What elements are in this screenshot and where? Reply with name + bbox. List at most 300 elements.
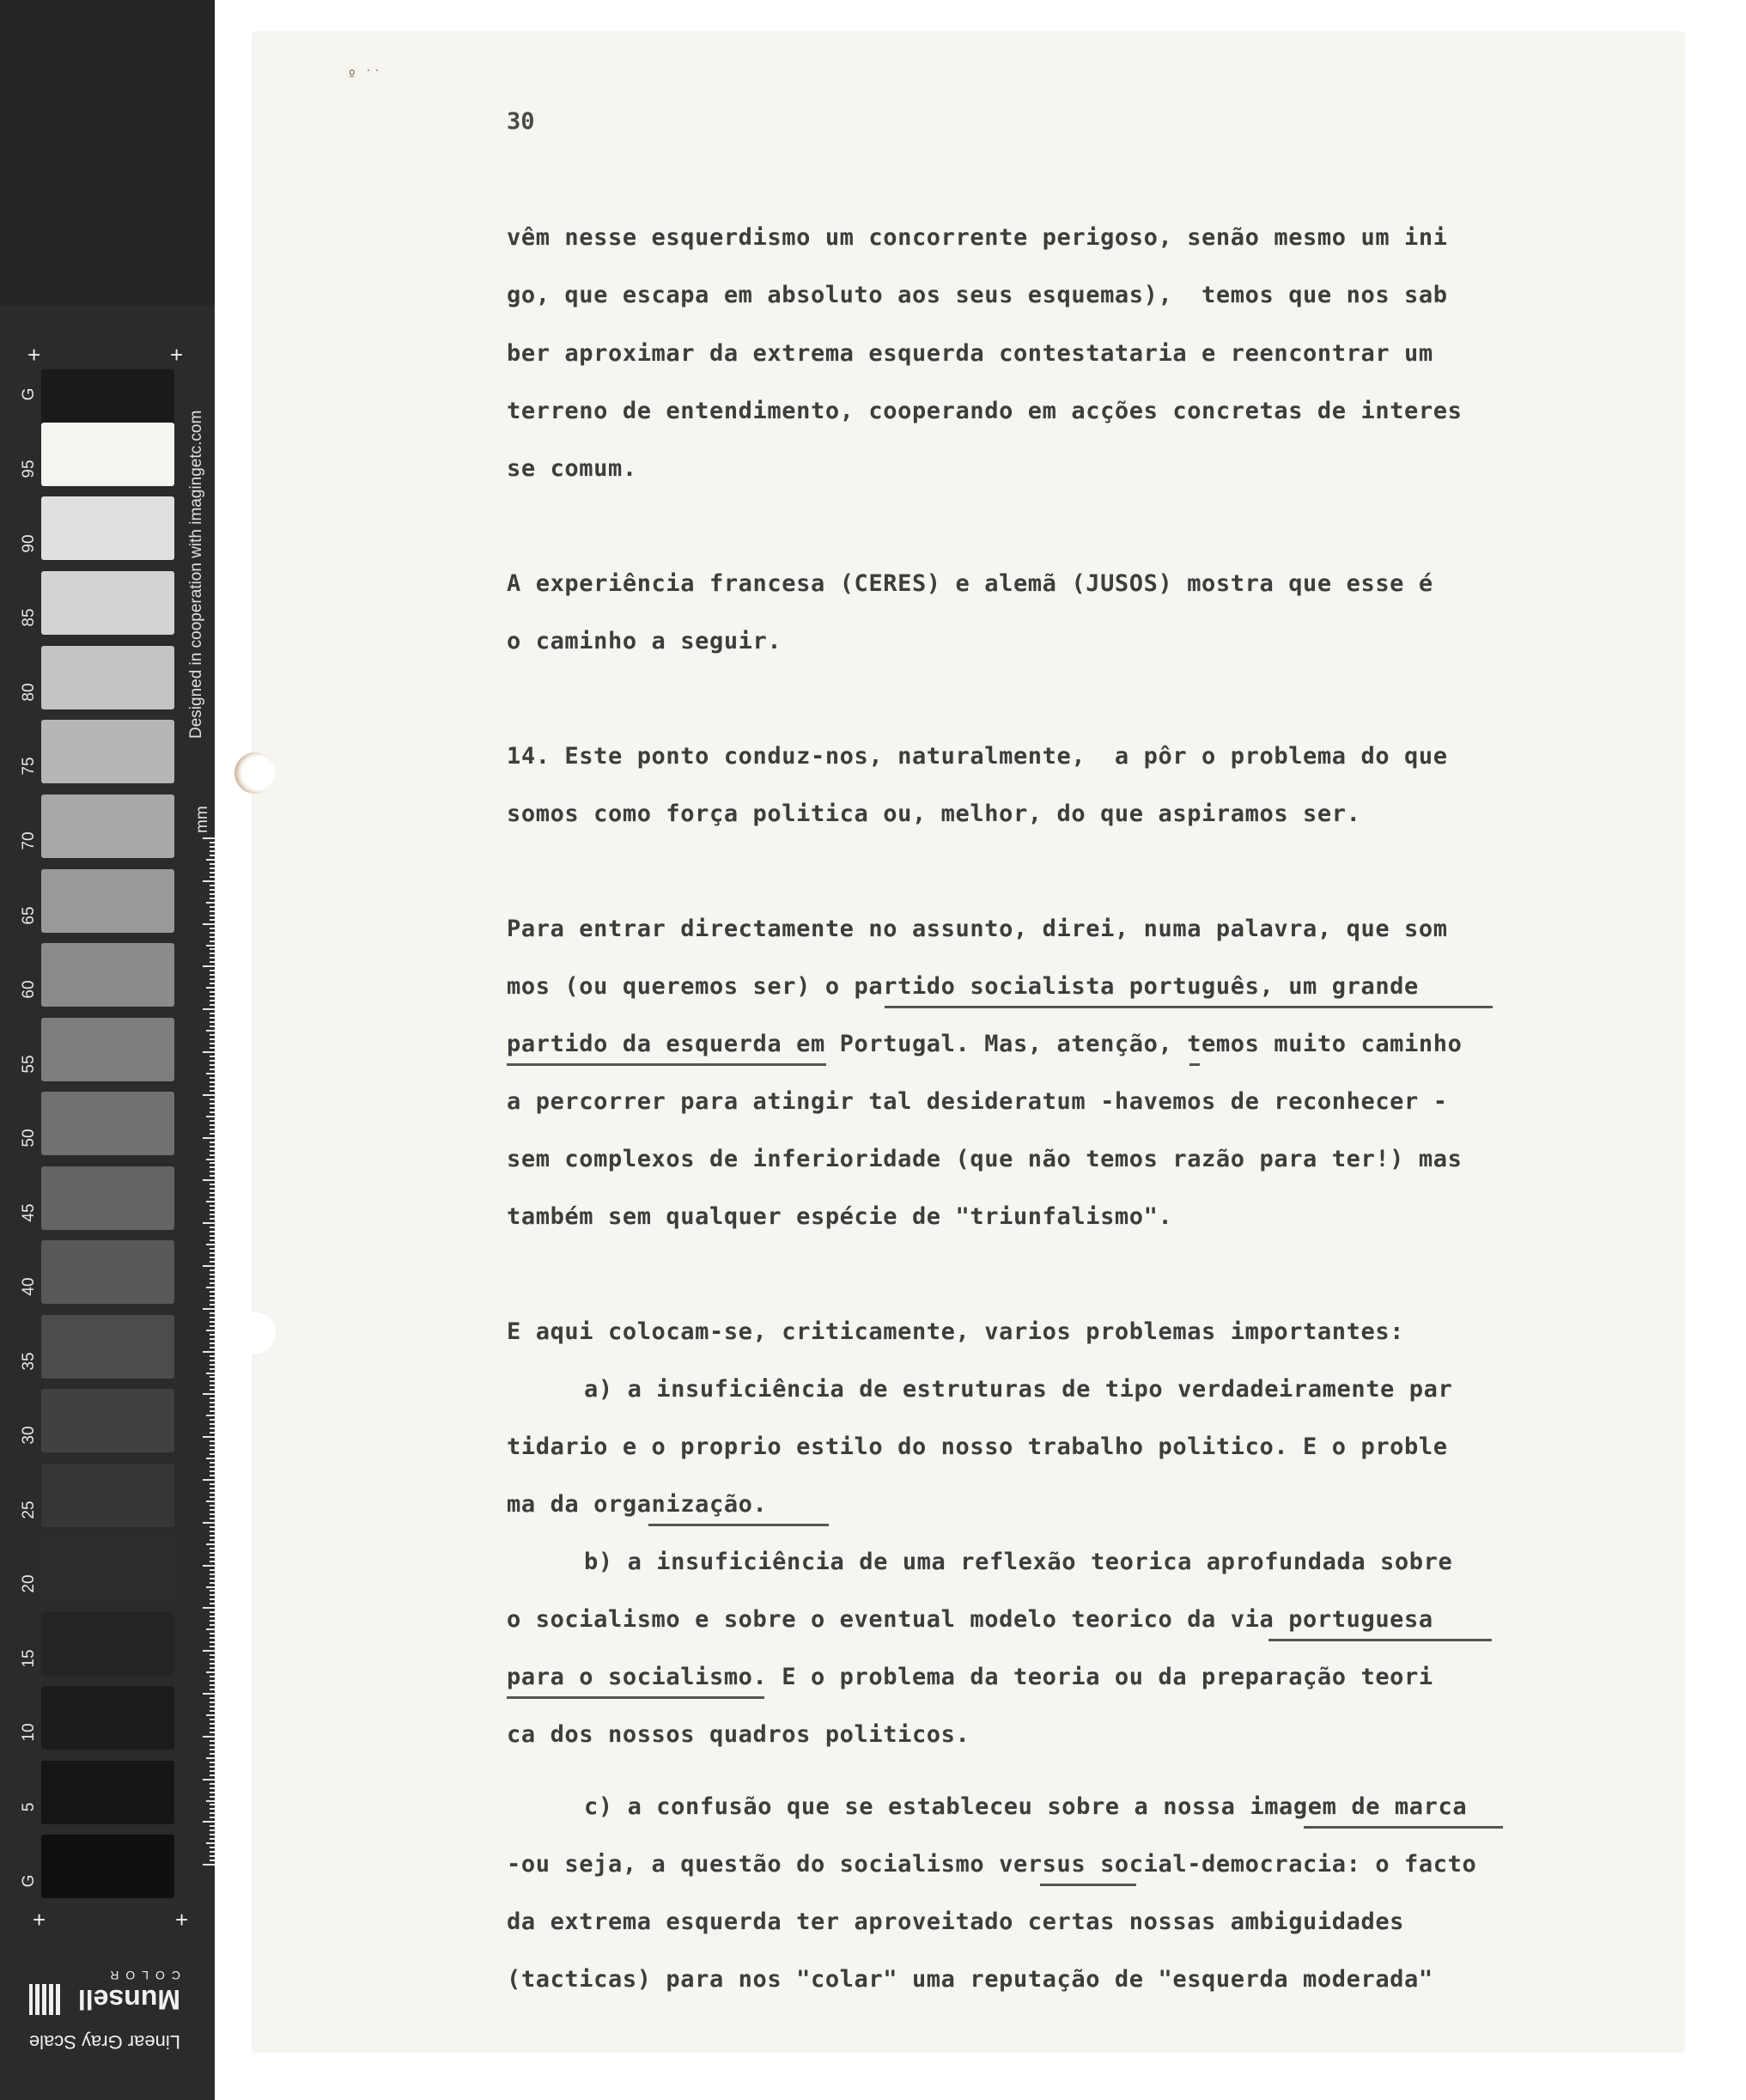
- ruler-tick: [210, 957, 215, 959]
- text-line: go, que escapa em absoluto aos seus esquemas), temos que nos sab: [507, 282, 1448, 308]
- ruler-tick: [210, 1321, 215, 1323]
- scale-label: 75: [20, 757, 38, 776]
- brand-sub: COLOR: [103, 1969, 180, 1982]
- ruler-tick: [206, 1586, 215, 1588]
- scale-label: 45: [20, 1203, 38, 1222]
- ruler-tick: [210, 1505, 215, 1507]
- scale-label: 20: [20, 1574, 38, 1593]
- ruler-tick: [210, 1364, 215, 1366]
- ruler-tick: [210, 940, 215, 942]
- ruler-tick: [210, 1727, 215, 1729]
- ruler-tick: [203, 1650, 215, 1652]
- ruler-tick: [210, 1410, 215, 1412]
- ruler-tick: [203, 1393, 215, 1395]
- ruler-tick: [210, 1248, 215, 1250]
- ruler-tick: [210, 1090, 215, 1092]
- ruler-tick: [210, 1419, 215, 1421]
- ruler-tick: [210, 850, 215, 852]
- text-line: a) a insuficiência de estruturas de tipo verdadeiramente par: [584, 1376, 1453, 1403]
- ruler-tick: [203, 1522, 215, 1524]
- ruler-tick: [210, 1624, 215, 1626]
- ruler-tick: [210, 1239, 215, 1241]
- text-line: sem complexos de inferioridade (que não temos razão para ter!) mas: [507, 1146, 1463, 1172]
- ruler-tick: [210, 893, 215, 895]
- ruler-tick: [210, 1483, 215, 1485]
- ruler-tick: [210, 1406, 215, 1408]
- scale-label: 10: [20, 1723, 38, 1742]
- scale-label: 60: [20, 980, 38, 999]
- ruler-tick: [210, 1723, 215, 1725]
- ruler-tick: [210, 1171, 215, 1172]
- ruler-tick: [210, 1838, 215, 1840]
- ruler-tick: [210, 1026, 215, 1027]
- ruler-tick: [210, 1701, 215, 1703]
- ruler-tick: [210, 1804, 215, 1805]
- ruler-tick: [210, 910, 215, 912]
- scale-label: 80: [20, 683, 38, 702]
- ruler-tick: [210, 1325, 215, 1327]
- ruler-tick: [210, 1124, 215, 1126]
- ruler-tick: [206, 1415, 215, 1416]
- ruler-tick: [210, 948, 215, 950]
- ruler-tick: [206, 945, 215, 947]
- ruler-tick: [210, 1466, 215, 1468]
- ruler-tick: [210, 1749, 215, 1750]
- underline: [1304, 1826, 1503, 1829]
- ruler-tick: [203, 1565, 215, 1567]
- underline: [1040, 1884, 1136, 1886]
- registration-mark: +: [175, 1907, 189, 1933]
- text-line: E aqui colocam-se, criticamente, varios problemas importantes:: [507, 1318, 1405, 1345]
- ruler-tick: [210, 1526, 215, 1528]
- ruler-tick: [203, 1479, 215, 1481]
- ruler-tick: [210, 1291, 215, 1293]
- ruler-tick: [210, 1107, 215, 1109]
- ruler-tick: [210, 1141, 215, 1143]
- ruler-tick: [203, 1308, 215, 1310]
- ruler-tick: [203, 1137, 215, 1139]
- ruler-tick: [210, 1086, 215, 1087]
- ruler-tick: [210, 1633, 215, 1634]
- ruler-tick: [210, 1338, 215, 1340]
- gray-patch: [41, 1835, 174, 1898]
- millimeter-ruler: [203, 837, 215, 1864]
- ruler-tick: [210, 898, 215, 899]
- gray-scale-calibration-strip: [0, 0, 215, 2100]
- ruler-tick: [210, 1038, 215, 1040]
- ruler-tick: [210, 1641, 215, 1643]
- ruler-tick: [210, 1603, 215, 1604]
- ruler-tick: [203, 1779, 215, 1780]
- gray-patch: [41, 423, 174, 486]
- ruler-tick: [210, 1744, 215, 1746]
- ruler-tick: [210, 1111, 215, 1113]
- ruler-tick: [210, 1184, 215, 1185]
- ruler-tick: [203, 1094, 215, 1096]
- ruler-tick: [210, 1013, 215, 1014]
- ruler-tick: [210, 1257, 215, 1258]
- gray-patch: [41, 571, 174, 635]
- ruler-tick: [210, 1129, 215, 1130]
- ruler-tick: [206, 902, 215, 904]
- ruler-tick: [203, 1179, 215, 1181]
- ruler-tick: [203, 880, 215, 882]
- ruler-tick: [210, 1774, 215, 1776]
- ruler-tick: [210, 991, 215, 993]
- ruler-tick: [210, 1060, 215, 1062]
- ruler-tick: [210, 863, 215, 865]
- scale-label: 70: [20, 831, 38, 850]
- ruler-tick: [206, 1714, 215, 1716]
- munsell-brand-block: [28, 1950, 180, 2053]
- text-line: somos como força politica ou, melhor, do que aspiramos ser.: [507, 800, 1361, 827]
- ruler-tick: [210, 995, 215, 997]
- ruler-tick: [203, 965, 215, 967]
- ruler-tick: [210, 1710, 215, 1712]
- ruler-tick: [210, 1740, 215, 1742]
- ruler-tick: [210, 1732, 215, 1733]
- ruler-tick: [210, 1492, 215, 1494]
- ruler-tick: [203, 1265, 215, 1267]
- ruler-tick: [210, 1470, 215, 1472]
- ruler-tick: [210, 1034, 215, 1036]
- ruler-tick: [206, 1628, 215, 1630]
- ruler-tick: [210, 1304, 215, 1306]
- ruler-tick: [210, 1154, 215, 1156]
- gray-patch: [41, 496, 174, 560]
- scale-label: G: [20, 1874, 38, 1888]
- text-line: também sem qualquer espécie de "triunfalismo".: [507, 1203, 1173, 1230]
- scale-label: G: [20, 387, 38, 401]
- ruler-tick: [210, 1017, 215, 1019]
- ruler-tick: [210, 1518, 215, 1519]
- ruler-tick: [210, 1663, 215, 1665]
- ruler-tick: [210, 1847, 215, 1848]
- ruler-tick: [210, 1317, 215, 1318]
- ruler-tick: [210, 1496, 215, 1498]
- ruler-tick: [203, 923, 215, 925]
- ruler-tick: [210, 1676, 215, 1677]
- scale-label: 90: [20, 534, 38, 553]
- ruler-tick: [210, 1235, 215, 1237]
- ruler-tick: [210, 1762, 215, 1763]
- ruler-tick: [210, 1770, 215, 1772]
- ruler-tick: [210, 1166, 215, 1168]
- ruler-tick: [210, 1385, 215, 1386]
- ruler-tick: [210, 1449, 215, 1451]
- gray-patch: [41, 1389, 174, 1452]
- ruler-tick: [210, 1205, 215, 1207]
- underline: [1189, 1063, 1200, 1066]
- ruler-tick: [210, 1817, 215, 1818]
- ruler-tick: [210, 1334, 215, 1336]
- scale-label: 55: [20, 1055, 38, 1074]
- ruler-tick: [203, 1436, 215, 1438]
- ruler-tick: [210, 1598, 215, 1600]
- underline: [648, 1524, 829, 1526]
- ruler-tick: [210, 1556, 215, 1558]
- scale-title: Linear Gray Scale: [28, 2031, 180, 2053]
- ruler-tick: [210, 1376, 215, 1378]
- ruler-tick: [210, 1637, 215, 1639]
- registration-mark: +: [33, 1907, 46, 1933]
- scale-label: 30: [20, 1426, 38, 1445]
- ruler-tick: [210, 1214, 215, 1215]
- gray-patch: [41, 1464, 174, 1527]
- gray-patch: [41, 646, 174, 709]
- ruler-tick: [210, 1573, 215, 1575]
- text-line: o socialismo e sobre o eventual modelo teorico da via portuguesa: [507, 1606, 1433, 1633]
- ruler-tick: [210, 915, 215, 916]
- ruler-tick: [210, 1295, 215, 1297]
- ruler-tick: [210, 872, 215, 873]
- ruler-tick: [210, 1594, 215, 1596]
- ruler-tick: [210, 1548, 215, 1549]
- ruler-tick: [210, 1261, 215, 1263]
- ruler-tick: [210, 1389, 215, 1391]
- ruler-tick: [210, 1440, 215, 1442]
- ruler-tick: [210, 1300, 215, 1301]
- ruler-tick: [210, 1427, 215, 1429]
- ruler-tick: [206, 1287, 215, 1288]
- ruler-tick: [210, 1561, 215, 1562]
- ruler-tick: [206, 1201, 215, 1202]
- gray-patch: [41, 943, 174, 1007]
- ruler-tick: [206, 1800, 215, 1802]
- ruler-tick: [210, 961, 215, 963]
- ruler-tick: [210, 1021, 215, 1023]
- ruler-tick: [210, 1423, 215, 1425]
- text-line: mos (ou queremos ser) o partido socialista português, um grande: [507, 973, 1419, 1000]
- ruler-tick: [210, 1231, 215, 1233]
- text-line: ca dos nossos quadros politicos.: [507, 1721, 970, 1748]
- ruler-tick: [210, 1103, 215, 1105]
- scale-label: 65: [20, 906, 38, 925]
- ruler-tick: [210, 1539, 215, 1541]
- ruler-tick: [210, 1569, 215, 1571]
- ruler-tick: [210, 1684, 215, 1686]
- ruler-tick: [210, 1783, 215, 1785]
- ruler-tick: [206, 1073, 215, 1074]
- ruler-tick: [210, 885, 215, 886]
- ruler-tick: [210, 1099, 215, 1100]
- ruler-tick: [210, 1000, 215, 1001]
- ruler-tick: [210, 1188, 215, 1190]
- ruler-tick: [206, 1373, 215, 1374]
- ruler-tick: [210, 1368, 215, 1370]
- gray-patch: [41, 794, 174, 858]
- ruler-tick: [210, 876, 215, 878]
- text-line: terreno de entendimento, cooperando em acções concretas de interes: [507, 398, 1463, 424]
- ruler-tick: [203, 1821, 215, 1823]
- ruler-tick: [206, 1543, 215, 1545]
- ruler-tick: [210, 1355, 215, 1357]
- underline: [507, 1696, 764, 1699]
- ruler-tick: [210, 1162, 215, 1164]
- ruler-tick: [210, 978, 215, 980]
- text-line: ma da organização.: [507, 1491, 768, 1518]
- ruler-tick: [210, 1192, 215, 1194]
- ruler-tick: [210, 970, 215, 971]
- ruler-tick: [203, 1222, 215, 1224]
- gray-patch: [41, 1761, 174, 1824]
- ruler-tick: [210, 928, 215, 929]
- scale-label: 85: [20, 608, 38, 627]
- ruler-tick: [210, 1860, 215, 1861]
- text-line: A experiência francesa (CERES) e alemã (JUSOS) mostra que esse é: [507, 570, 1433, 597]
- gray-patch: [41, 1018, 174, 1081]
- ruler-tick: [206, 1116, 215, 1117]
- ruler-tick: [210, 842, 215, 843]
- ruler-tick: [210, 846, 215, 848]
- ruler-tick: [210, 1397, 215, 1399]
- ruler-tick: [203, 837, 215, 839]
- ruler-tick: [210, 1582, 215, 1584]
- ruler-tick: [210, 1004, 215, 1006]
- ruler-tick: [210, 1552, 215, 1554]
- ruler-tick: [210, 1825, 215, 1827]
- scale-label: 35: [20, 1352, 38, 1371]
- ruler-tick: [210, 1509, 215, 1511]
- text-line: vêm nesse esquerdismo um concorrente perigoso, senão mesmo um ini: [507, 224, 1448, 251]
- ruler-tick: [206, 1458, 215, 1459]
- ruler-tick: [210, 867, 215, 869]
- ruler-tick: [210, 1766, 215, 1768]
- ruler-tick: [203, 1351, 215, 1353]
- brand-name: Munsell: [77, 1984, 180, 2015]
- ruler-tick: [210, 932, 215, 934]
- ruler-tick: [206, 1159, 215, 1160]
- gray-patch: [41, 1686, 174, 1750]
- text-line: (tacticas) para nos "colar" uma reputação de "esquerda moderada": [507, 1966, 1433, 1993]
- ruler-tick: [210, 1620, 215, 1622]
- ruler-tick: [210, 1851, 215, 1853]
- gray-patch: [41, 869, 174, 933]
- gray-patch: [41, 1240, 174, 1304]
- ruler-tick: [206, 859, 215, 861]
- ruler-tick: [206, 1500, 215, 1502]
- ruler-tick: [210, 919, 215, 921]
- ruler-tick: [210, 1646, 215, 1647]
- ruler-tick: [203, 1736, 215, 1738]
- ruler-tick: [210, 1274, 215, 1275]
- ruler-tick: [206, 1671, 215, 1673]
- ruler-tick: [206, 987, 215, 989]
- ruler-tick: [210, 1282, 215, 1284]
- ruler-tick: [210, 1445, 215, 1446]
- typewritten-page: [253, 33, 1683, 2051]
- ruler-tick: [210, 1719, 215, 1720]
- ruler-tick: [210, 1453, 215, 1455]
- stray-marks: º ˙˙: [348, 67, 381, 83]
- ruler-tick: [210, 1787, 215, 1789]
- ruler-tick: [210, 1227, 215, 1228]
- ruler-tick: [210, 1218, 215, 1220]
- ruler-tick: [206, 1330, 215, 1331]
- ruler-tick: [206, 1030, 215, 1032]
- ruler-tick: [210, 1706, 215, 1707]
- ruler-tick: [210, 1531, 215, 1532]
- ruler-tick: [210, 1475, 215, 1476]
- ruler-tick: [210, 1667, 215, 1669]
- ruler-tick: [210, 1611, 215, 1613]
- ruler-tick: [210, 1120, 215, 1122]
- ruler-tick: [210, 1043, 215, 1044]
- ruler-tick: [210, 1047, 215, 1049]
- ruler-tick: [210, 889, 215, 891]
- ruler-tick: [210, 1513, 215, 1515]
- punch-hole: [234, 1312, 276, 1354]
- ruler-tick: [203, 1051, 215, 1053]
- ruler-tick: [203, 1693, 215, 1695]
- ruler-tick: [203, 1864, 215, 1866]
- underline: [507, 1063, 826, 1066]
- underline: [885, 1006, 1493, 1008]
- strip-top-band: [0, 0, 215, 305]
- text-line: -ou seja, a questão do socialismo versus social-democracia: o facto: [507, 1851, 1477, 1878]
- text-line: o caminho a seguir.: [507, 628, 782, 654]
- ruler-tick: [210, 953, 215, 954]
- ruler-tick: [210, 1834, 215, 1835]
- ruler-tick: [210, 1312, 215, 1314]
- text-line: c) a confusão que se estableceu sobre a nossa imagem de marca: [584, 1793, 1468, 1820]
- ruler-tick: [210, 1209, 215, 1211]
- ruler-tick: [210, 1753, 215, 1755]
- scale-label: 25: [20, 1500, 38, 1519]
- ruler-tick: [210, 1578, 215, 1580]
- ruler-tick: [210, 1829, 215, 1831]
- ruler-tick: [210, 936, 215, 938]
- punch-hole: [234, 752, 276, 794]
- scale-label: 40: [20, 1277, 38, 1296]
- text-line: da extrema esquerda ter aproveitado certas nossas ambiguidades: [507, 1908, 1405, 1935]
- ruler-tick: [210, 1380, 215, 1382]
- ruler-tick: [210, 1796, 215, 1798]
- ruler-tick: [210, 1196, 215, 1198]
- ruler-tick: [203, 1008, 215, 1010]
- ruler-tick: [210, 1081, 215, 1083]
- ruler-tick: [210, 1402, 215, 1403]
- ruler-tick: [210, 1616, 215, 1617]
- text-line: a percorrer para atingir tal desideratum -havemos de reconhecer -: [507, 1088, 1448, 1115]
- ruler-tick: [210, 1064, 215, 1066]
- ruler-tick: [210, 1659, 215, 1660]
- page-number: 30: [507, 108, 535, 135]
- unit-label: mm: [193, 806, 211, 833]
- gray-patch: [41, 1315, 174, 1379]
- underline: [1268, 1639, 1492, 1641]
- gray-patch: [41, 720, 174, 783]
- ruler-tick: [210, 1792, 215, 1793]
- text-line: 14. Este ponto conduz-nos, naturalmente, a pôr o problema do que: [507, 743, 1448, 770]
- ruler-tick: [210, 1488, 215, 1489]
- ruler-tick: [210, 983, 215, 984]
- gray-patch: [41, 1166, 174, 1230]
- ruler-tick: [210, 1150, 215, 1152]
- ruler-tick: [210, 1697, 215, 1699]
- ruler-tick: [203, 1607, 215, 1609]
- ruler-tick: [210, 1175, 215, 1177]
- ruler-tick: [210, 1689, 215, 1690]
- gray-patch: [41, 1612, 174, 1676]
- gray-patch: [41, 1092, 174, 1155]
- text-line: para o socialismo. E o problema da teoria ou da preparação teori: [507, 1664, 1433, 1690]
- ruler-tick: [210, 906, 215, 908]
- ruler-tick: [210, 1056, 215, 1057]
- munsell-logo-icon: [29, 1984, 60, 2015]
- registration-mark: +: [27, 342, 41, 368]
- ruler-tick: [210, 1347, 215, 1348]
